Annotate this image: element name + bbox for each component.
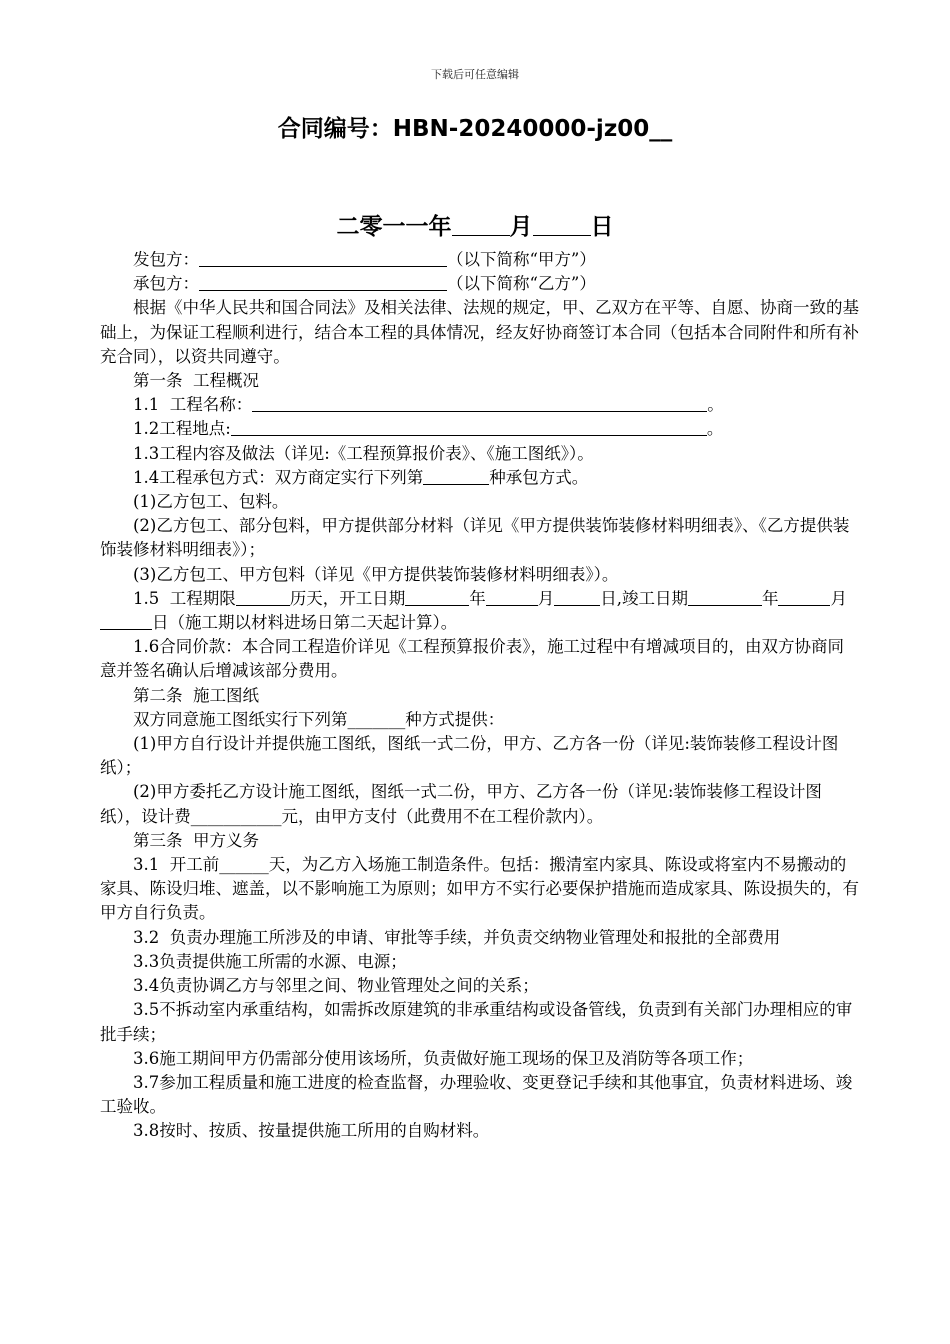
party-a-suffix: （以下简称“甲方”） bbox=[447, 250, 596, 269]
mode-option-3: (3)乙方包工、甲方包料（详见《甲方提供装饰装修材料明细表》）。 bbox=[133, 564, 619, 584]
date-month: 月 bbox=[509, 214, 533, 240]
article-3-title: 第三条 甲方义务 bbox=[133, 830, 259, 850]
article-1-title: 第一条 工程概况 bbox=[133, 371, 259, 391]
end-year-blank-a bbox=[688, 587, 752, 606]
period-note: 日（施工期以材料进场日第二天起计算）。 bbox=[152, 613, 458, 633]
party-b-blank bbox=[199, 272, 447, 291]
end-day-blank bbox=[100, 611, 152, 630]
end-month-blank bbox=[778, 587, 830, 606]
article-2-title: 第二条 施工图纸 bbox=[133, 685, 259, 705]
date-year: 二零一一年 bbox=[336, 214, 452, 240]
contract-mode-pre: 1.4工程承包方式：双方商定实行下列第 bbox=[133, 467, 424, 487]
contract-mode-post: 种承包方式。 bbox=[489, 467, 589, 487]
project-name-label: 1.1 工程名称： bbox=[133, 395, 253, 415]
start-year: 年 bbox=[469, 588, 486, 608]
mode-option-1: (1)乙方包工、包料。 bbox=[133, 492, 289, 512]
project-period bbox=[100, 587, 860, 635]
date-day: 日 bbox=[590, 214, 614, 240]
obligation-item: 3.1 开工前______天，为乙方入场施工制造条件。包括：搬清室内家具、陈设或将室内不易搬动的家具、陈设归堆、遮盖，以不影响施工为原则；如甲方不实行必要保护措施而造成家具、陈设损失的，有甲方自行负责。 bbox=[100, 855, 859, 923]
party-b-line bbox=[100, 272, 860, 296]
project-place-end: 。 bbox=[706, 419, 724, 439]
drawing-option-2: (2)甲方委托乙方设计施工图纸，图纸一式二份，甲方、乙方各一份（详见:装饰装修工程设计图纸），设计费___________元，由甲方支付（此费用不在工程价款内）。 bbox=[100, 782, 822, 826]
end-year-blank-b bbox=[752, 587, 762, 606]
party-b-label: 承包方： bbox=[133, 274, 199, 294]
contract-number: 合同编号：HBN-20240000-jz00__ bbox=[277, 116, 673, 142]
period-start-label: 历天，开工日期 bbox=[289, 588, 406, 608]
obligation-item: 3.2 负责办理施工所涉及的申请、审批等手续，并负责交纳物业管理处和报批的全部费用 bbox=[133, 927, 781, 947]
end-year: 年 bbox=[761, 588, 779, 608]
obligation-item: 3.6施工期间甲方仍需部分使用该场所，负责做好施工现场的保卫及消防等各项工作； bbox=[133, 1048, 754, 1068]
project-place-blank bbox=[231, 417, 707, 436]
contract-mode-blank bbox=[423, 466, 489, 485]
obligation-item: 3.8按时、按质、按量提供施工所用的自购材料。 bbox=[133, 1121, 490, 1141]
start-year-blank bbox=[405, 587, 469, 606]
project-name-line bbox=[100, 393, 860, 417]
period-label: 1.5 工程期限 bbox=[133, 588, 236, 608]
mode-option-2: (2)乙方包工、部分包料，甲方提供部分材料（详见《甲方提供装饰装修材料明细表》、《乙方提供装饰装修材料明细表》）； bbox=[100, 516, 850, 560]
month-blank bbox=[452, 213, 510, 236]
end-month: 月 bbox=[830, 588, 847, 608]
period-end-label: 日,竣工日期 bbox=[600, 588, 688, 608]
contract-price: 1.6合同价款：本合同工程造价详见《工程预算报价表》，施工过程中有增减项目的，由双方协商同意并签名确认后增减该部分费用。 bbox=[100, 637, 844, 681]
party-a-line bbox=[100, 248, 860, 272]
drawing-intro: 双方同意施工图纸实行下列第_______种方式提供： bbox=[133, 709, 505, 729]
days-blank bbox=[236, 587, 290, 606]
contract-mode-line bbox=[100, 466, 860, 490]
page-header-note: 下载后可任意编辑 bbox=[431, 68, 519, 81]
obligation-item: 3.3负责提供施工所需的水源、电源； bbox=[133, 951, 407, 971]
project-content: 1.3工程内容及做法（详见:《工程预算报价表》、《施工图纸》）。 bbox=[133, 443, 594, 463]
party-b-suffix: （以下简称“乙方”） bbox=[447, 274, 596, 294]
date-title bbox=[0, 208, 950, 241]
start-day-blank bbox=[554, 587, 600, 606]
project-name-end: 。 bbox=[707, 395, 724, 415]
contract-body bbox=[100, 248, 860, 1144]
obligation-item: 3.7参加工程质量和施工进度的检查监督，办理验收、变更登记手续和其他事宜，负责材料进场、竣工验收。 bbox=[100, 1072, 853, 1117]
start-month-blank bbox=[486, 587, 538, 606]
party-a-label: 发包方： bbox=[133, 250, 199, 269]
project-place-label: 1.2工程地点: bbox=[133, 419, 231, 439]
obligation-item: 3.4负责协调乙方与邻里之间、物业管理处之间的关系； bbox=[133, 976, 539, 996]
project-name-blank bbox=[252, 393, 707, 412]
day-blank bbox=[533, 213, 591, 236]
project-place-line bbox=[100, 417, 860, 441]
preamble: 根据《中华人民共和国合同法》及相关法律、法规的规定，甲、乙双方在平等、自愿、协商一致的基础上，为保证工程顺利进行，结合本工程的具体情况，经友好协商签订本合同（包括本合同附件和所有补充合同），以资共同遵守。 bbox=[100, 298, 859, 366]
obligation-item: 3.5不拆动室内承重结构，如需拆改原建筑的非承重结构或设备管线，负责到有关部门办理相应的审批手续； bbox=[100, 1000, 853, 1044]
party-a-blank bbox=[199, 248, 447, 267]
drawing-option-1: (1)甲方自行设计并提供施工图纸，图纸一式二份，甲方、乙方各一份（详见:装饰装修工程设计图纸）； bbox=[100, 734, 839, 778]
start-month: 月 bbox=[537, 588, 555, 608]
